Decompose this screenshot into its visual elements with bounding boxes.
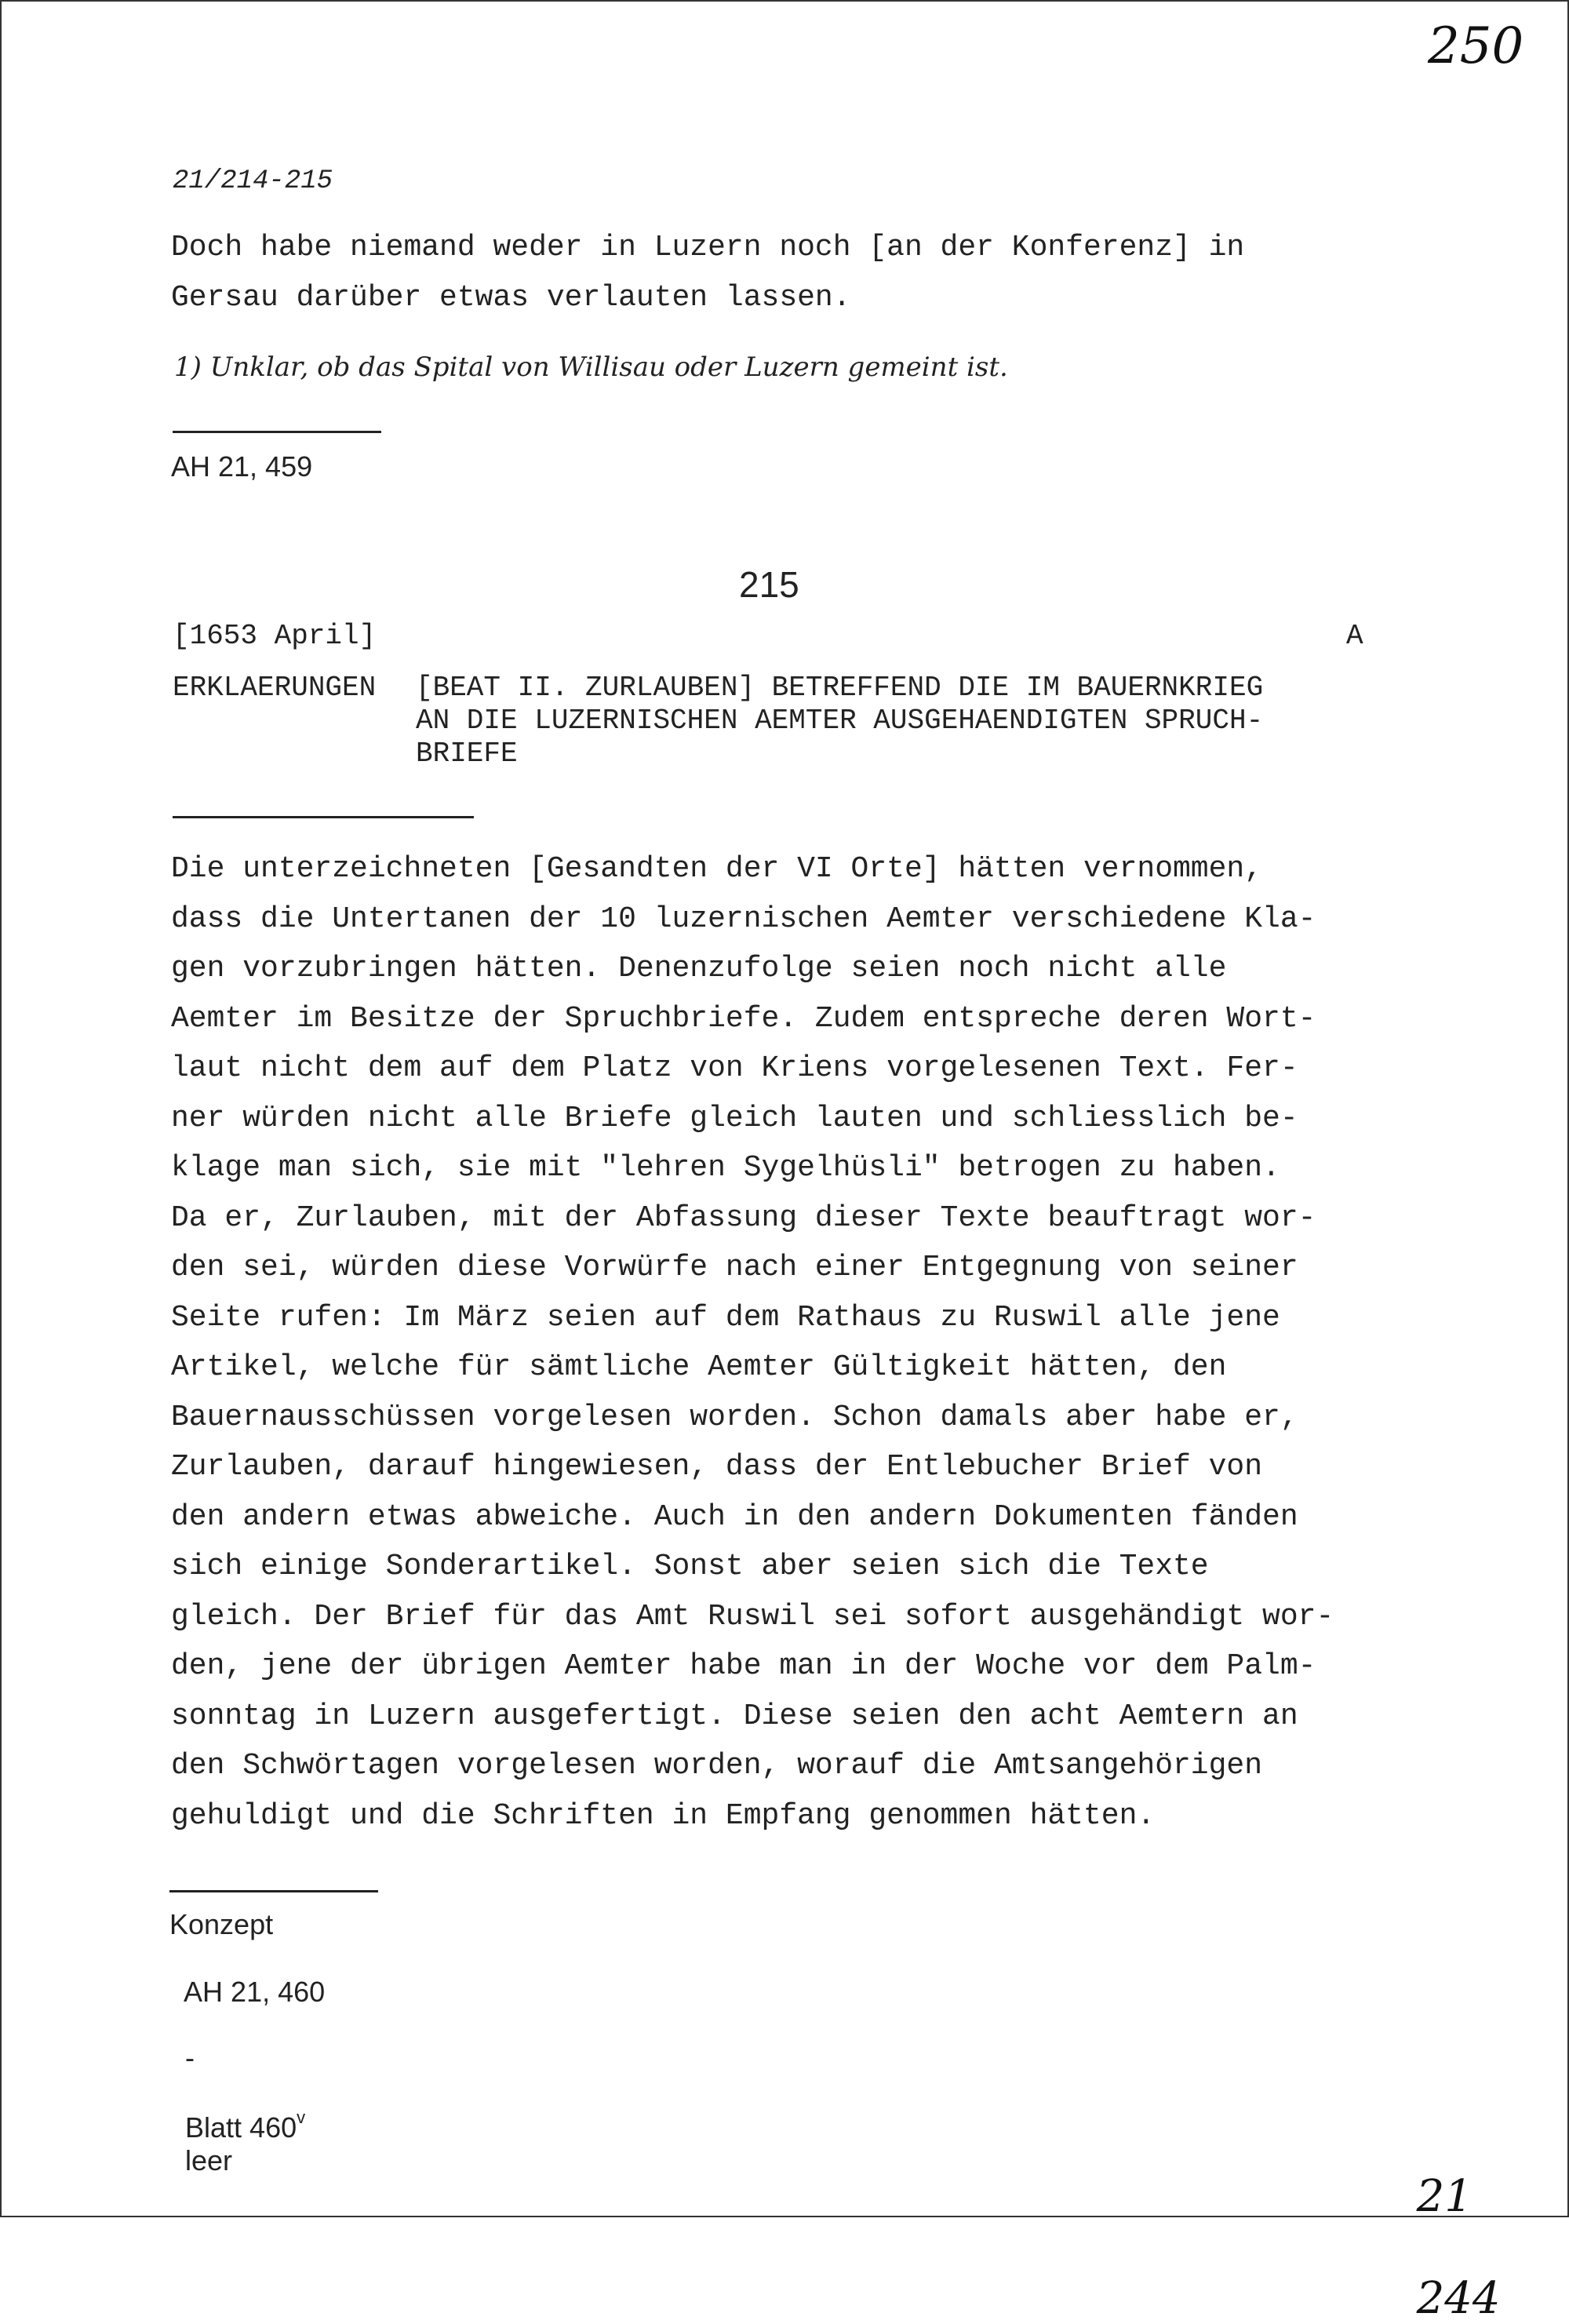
body-line: Aemter im Besitze der Spruchbriefe. Zudem entspreche deren Wort- (171, 1002, 1316, 1036)
previous-entry-line: Gersau darüber etwas verlauten lassen. (171, 281, 851, 315)
body-line: dass die Untertanen der 10 luzernischen Aemter verschiedene Kla- (171, 902, 1316, 936)
previous-entry-line: Doch habe niemand weder in Luzern noch [an der Konferenz] in (171, 231, 1245, 264)
entry-type-letter: A (1346, 620, 1363, 652)
body-line: den andern etwas abweiche. Auch in den andern Dokumenten fänden (171, 1500, 1298, 1534)
body-line: den Schwörtagen vorgelesen worden, worauf die Amtsangehörigen (171, 1749, 1263, 1783)
body-line: Zurlauben, darauf hingewiesen, dass der Entlebucher Brief von (171, 1450, 1263, 1484)
previous-entry-source: AH 21, 459 (171, 450, 313, 483)
source-dash: - (185, 2042, 195, 2074)
entry-number: 215 (739, 564, 799, 605)
body-line: sich einige Sonderartikel. Sonst aber seien sich die Texte (171, 1550, 1209, 1583)
entry-title-line: AN DIE LUZERNISCHEN AEMTER AUSGEHAENDIGTEN SPRUCH- (416, 705, 1264, 737)
entry-title-line: BRIEFE (416, 738, 518, 770)
bottom-handwritten-mark (1389, 2120, 1501, 2324)
body-line: gehuldigt und die Schriften in Empfang genommen hätten. (171, 1799, 1156, 1833)
body-line: gleich. Der Brief für das Amt Ruswil sei sofort ausgehändigt wor- (171, 1600, 1334, 1634)
source-leaf: Blatt 460 (185, 2111, 297, 2144)
separator-rule (173, 816, 474, 818)
body-line: Artikel, welche für sämtliche Aemter Gültigkeit hätten, den (171, 1350, 1227, 1384)
separator-rule (169, 1890, 378, 1892)
body-line: Bauernausschüssen vorgelesen worden. Schon damals aber habe er, (171, 1401, 1298, 1434)
footnote: 1) Unklar, ob das Spital von Willisau oder Luzern gemeint ist. (174, 352, 1008, 383)
source-leaf-note: leer (185, 2144, 233, 2176)
entry-title-label: ERKLAERUNGEN (173, 672, 377, 704)
body-line: den sei, würden diese Vorwürfe nach einer Entgegnung von seiner (171, 1251, 1298, 1284)
body-line: Die unterzeichneten [Gesandten der VI Orte] hätten vernommen, (171, 852, 1263, 886)
previous-entry-reference: 21/214-215 (173, 166, 333, 196)
body-line: Seite rufen: Im März seien auf dem Rathaus zu Ruswil alle jene (171, 1301, 1280, 1335)
folio-number: 250 (1428, 17, 1524, 75)
source-line (169, 1943, 325, 2177)
body-line: den, jene der übrigen Aemter habe man in der Woche vor dem Palm- (171, 1649, 1316, 1683)
body-line: ner würden nicht alle Briefe gleich lauten und schliesslich be- (171, 1102, 1298, 1135)
body-line: gen vorzubringen hätten. Denenzufolge seien noch nicht alle (171, 952, 1227, 985)
bottom-mark-right: 244 (1416, 2273, 1501, 2324)
source-type: Konzept (169, 1908, 274, 1940)
body-line: sonntag in Luzern ausgefertigt. Diese seien den acht Aemtern an (171, 1699, 1298, 1733)
entry-title-line: [BEAT II. ZURLAUBEN] BETREFFEND DIE IM BAUERNKRIEG (416, 672, 1264, 704)
entry-date: [1653 April] (173, 620, 377, 652)
separator-rule (173, 431, 381, 433)
body-line: Da er, Zurlauben, mit der Abfassung dieser Texte beauftragt wor- (171, 1201, 1316, 1235)
body-line: klage man sich, sie mit "lehren Sygelhüsli" betrogen zu haben. (171, 1151, 1280, 1185)
body-line: laut nicht dem auf dem Platz von Kriens vorgelesenen Text. Fer- (171, 1051, 1298, 1085)
source-leaf-verso: v (297, 2107, 306, 2127)
bottom-mark-left: 21 (1416, 2171, 1473, 2222)
source-ref: AH 21, 460 (184, 1976, 326, 2008)
